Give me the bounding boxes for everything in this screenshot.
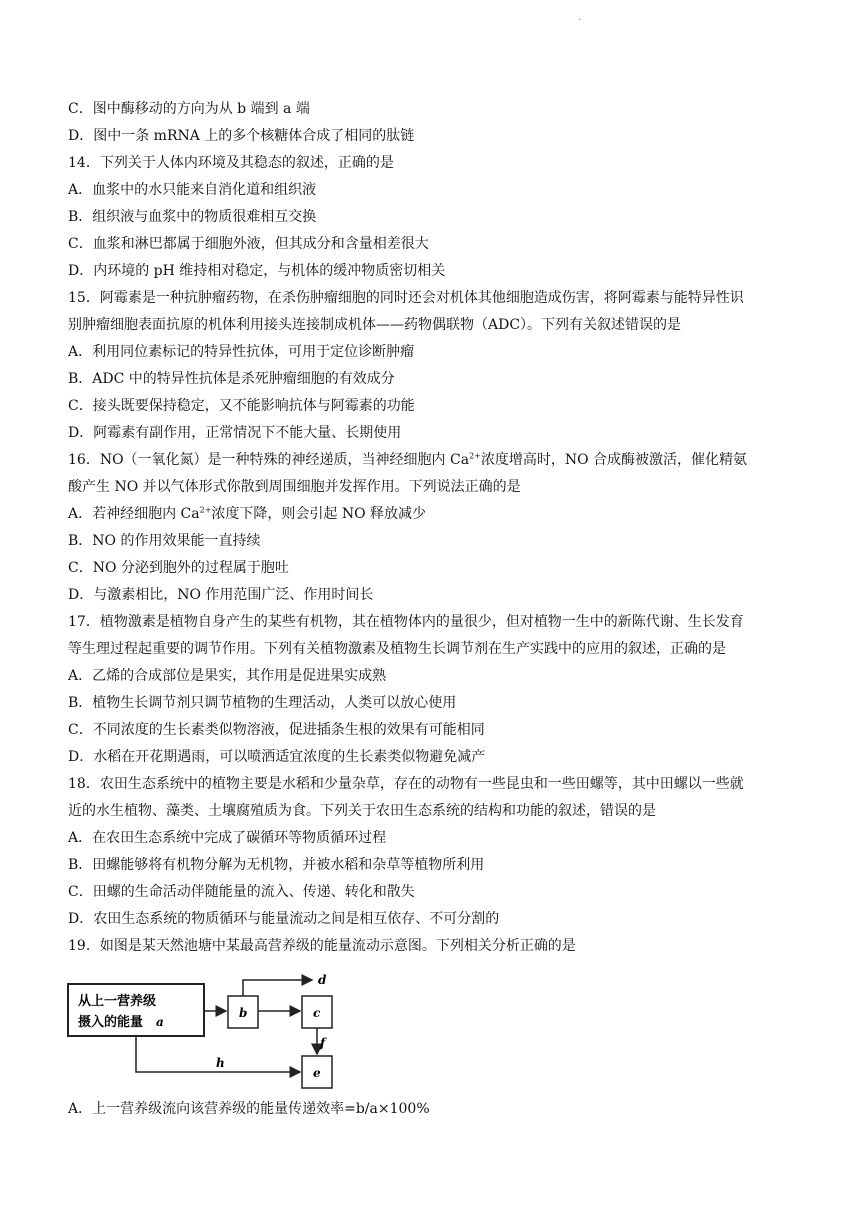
q14-option-d: D．内环境的 pH 维持相对稳定，与机体的缓冲物质密切相关 — [68, 263, 446, 279]
arrow-b-to-d — [243, 980, 312, 996]
superscript: 2+ — [199, 505, 212, 515]
q17-stem-line1: 17．植物激素是植物自身产生的某些有机物，其在植物体内的量很少，但对植物一生中的新陈代谢、生长发育 — [68, 614, 744, 630]
energy-flow-diagram — [66, 968, 356, 1094]
q17-option-d: D．水稻在开花期遇雨，可以喷洒适宜浓度的生长素类似物避免减产 — [68, 749, 486, 765]
superscript: 2+ — [469, 451, 481, 461]
q18-stem-line2: 近的水生植物、藻类、土壤腐殖质为食。下列关于农田生态系统的结构和功能的叙述，错误的是 — [68, 803, 656, 819]
q15-option-c: C．接头既要保持稳定，又不能影响抗体与阿霉素的功能 — [68, 398, 415, 414]
q14-option-b: B．组织液与血浆中的物质很难相互交换 — [68, 209, 317, 225]
q16-option-a — [68, 501, 806, 528]
q16-option-b: B．NO 的作用效果能一直持续 — [68, 533, 261, 549]
q18-option-c: C．田螺的生命活动伴随能量的流入、传递、转化和散失 — [68, 884, 415, 900]
q15-option-a: A．利用同位素标记的特异性抗体，可用于定位诊断肿瘤 — [68, 344, 415, 360]
q13-option-d: D．图中一条 mRNA 上的多个核糖体合成了相同的肽链 — [68, 128, 415, 144]
q15-option-d: D．阿霉素有副作用，正常情况下不能大量、长期使用 — [68, 425, 402, 441]
q17-option-b: B．植物生长调节剂只调节植物的生理活动，人类可以放心使用 — [68, 695, 457, 711]
q16-stem-part1: 16．NO（一氧化氮）是一种特殊的神经递质，当神经细胞内 Ca — [68, 452, 470, 468]
q14-stem: 14．下列关于人体内环境及其稳态的叙述，正确的是 — [68, 155, 394, 171]
box-e-label: e — [313, 1066, 321, 1080]
q16-stem-line1 — [68, 447, 806, 474]
q15-stem-line1: 15．阿霉素是一种抗肿瘤药物，在杀伤肿瘤细胞的同时还会对机体其他细胞造成伤害，将阿霉素与能特异性识 — [68, 290, 744, 306]
q13-option-c: C．图中酶移动的方向为从 b 端到 a 端 — [68, 101, 310, 117]
box-b-label: b — [239, 1006, 248, 1020]
question-text — [68, 96, 806, 960]
q17-option-c: C．不同浓度的生长素类似物溶液，促进插条生根的效果有可能相同 — [68, 722, 485, 738]
q16-option-c: C．NO 分泌到胞外的过程属于胞吐 — [68, 560, 289, 576]
q14-option-a: A．血浆中的水只能来自消化道和组织液 — [68, 182, 317, 198]
box-c-label: c — [313, 1006, 321, 1020]
q18-option-d: D．农田生态系统的物质循环与能量流动之间是相互依存、不可分割的 — [68, 911, 500, 927]
q19-stem: 19．如图是某天然池塘中某最高营养级的能量流动示意图。下列相关分析正确的是 — [68, 938, 576, 954]
q16-option-a-part2: 浓度下降，则会引起 NO 释放减少 — [211, 506, 427, 522]
q16-stem-part2: 浓度增高时，NO 合成酶被激活，催化精氨 — [480, 452, 748, 468]
source-var-a: a — [156, 1015, 164, 1029]
q19-option-a: A．上一营养级流向该营养级的能量传递效率=b/a×100% — [68, 1101, 430, 1117]
label-h: h — [216, 1056, 225, 1070]
q15-option-b: B．ADC 中的特异性抗体是杀死肿瘤细胞的有效成分 — [68, 371, 395, 387]
source-label-line1: 从上一营养级 — [78, 994, 157, 1009]
q16-option-a-part1: A．若神经细胞内 Ca — [68, 506, 200, 522]
q16-option-d: D．与激素相比，NO 作用范围广泛、作用时间长 — [68, 587, 374, 603]
q17-option-a: A．乙烯的合成部位是果实，其作用是促进果实成熟 — [68, 668, 387, 684]
q16-stem-line2: 酸产生 NO 并以气体形式你散到周围细胞并发挥作用。下列说法正确的是 — [68, 479, 521, 495]
header-mark: . — [578, 12, 582, 23]
q14-option-c: C．血浆和淋巴都属于细胞外液，但其成分和含量相差很大 — [68, 236, 429, 252]
q18-stem-line1: 18．农田生态系统中的植物主要是水稻和少量杂草，存在的动物有一些昆虫和一些田螺等，其中田螺以一些就 — [68, 776, 744, 792]
source-label-line2: 摄入的能量 — [78, 1015, 144, 1030]
q18-option-b: B．田螺能够将有机物分解为无机物，并被水稻和杂草等植物所利用 — [68, 857, 485, 873]
q18-option-a: A．在农田生态系统中完成了碳循环等物质循环过程 — [68, 830, 387, 846]
q17-stem-line2: 等生理过程起重要的调节作用。下列有关植物激素及植物生长调节剂在生产实践中的应用的叙述，正确的是 — [68, 641, 726, 657]
q15-stem-line2: 别肿瘤细胞表面抗原的机体利用接头连接制成机体——药物偶联物（ADC）。下列有关叙述错误的是 — [68, 317, 682, 333]
label-d: d — [318, 973, 327, 987]
label-f: f — [320, 1036, 326, 1050]
